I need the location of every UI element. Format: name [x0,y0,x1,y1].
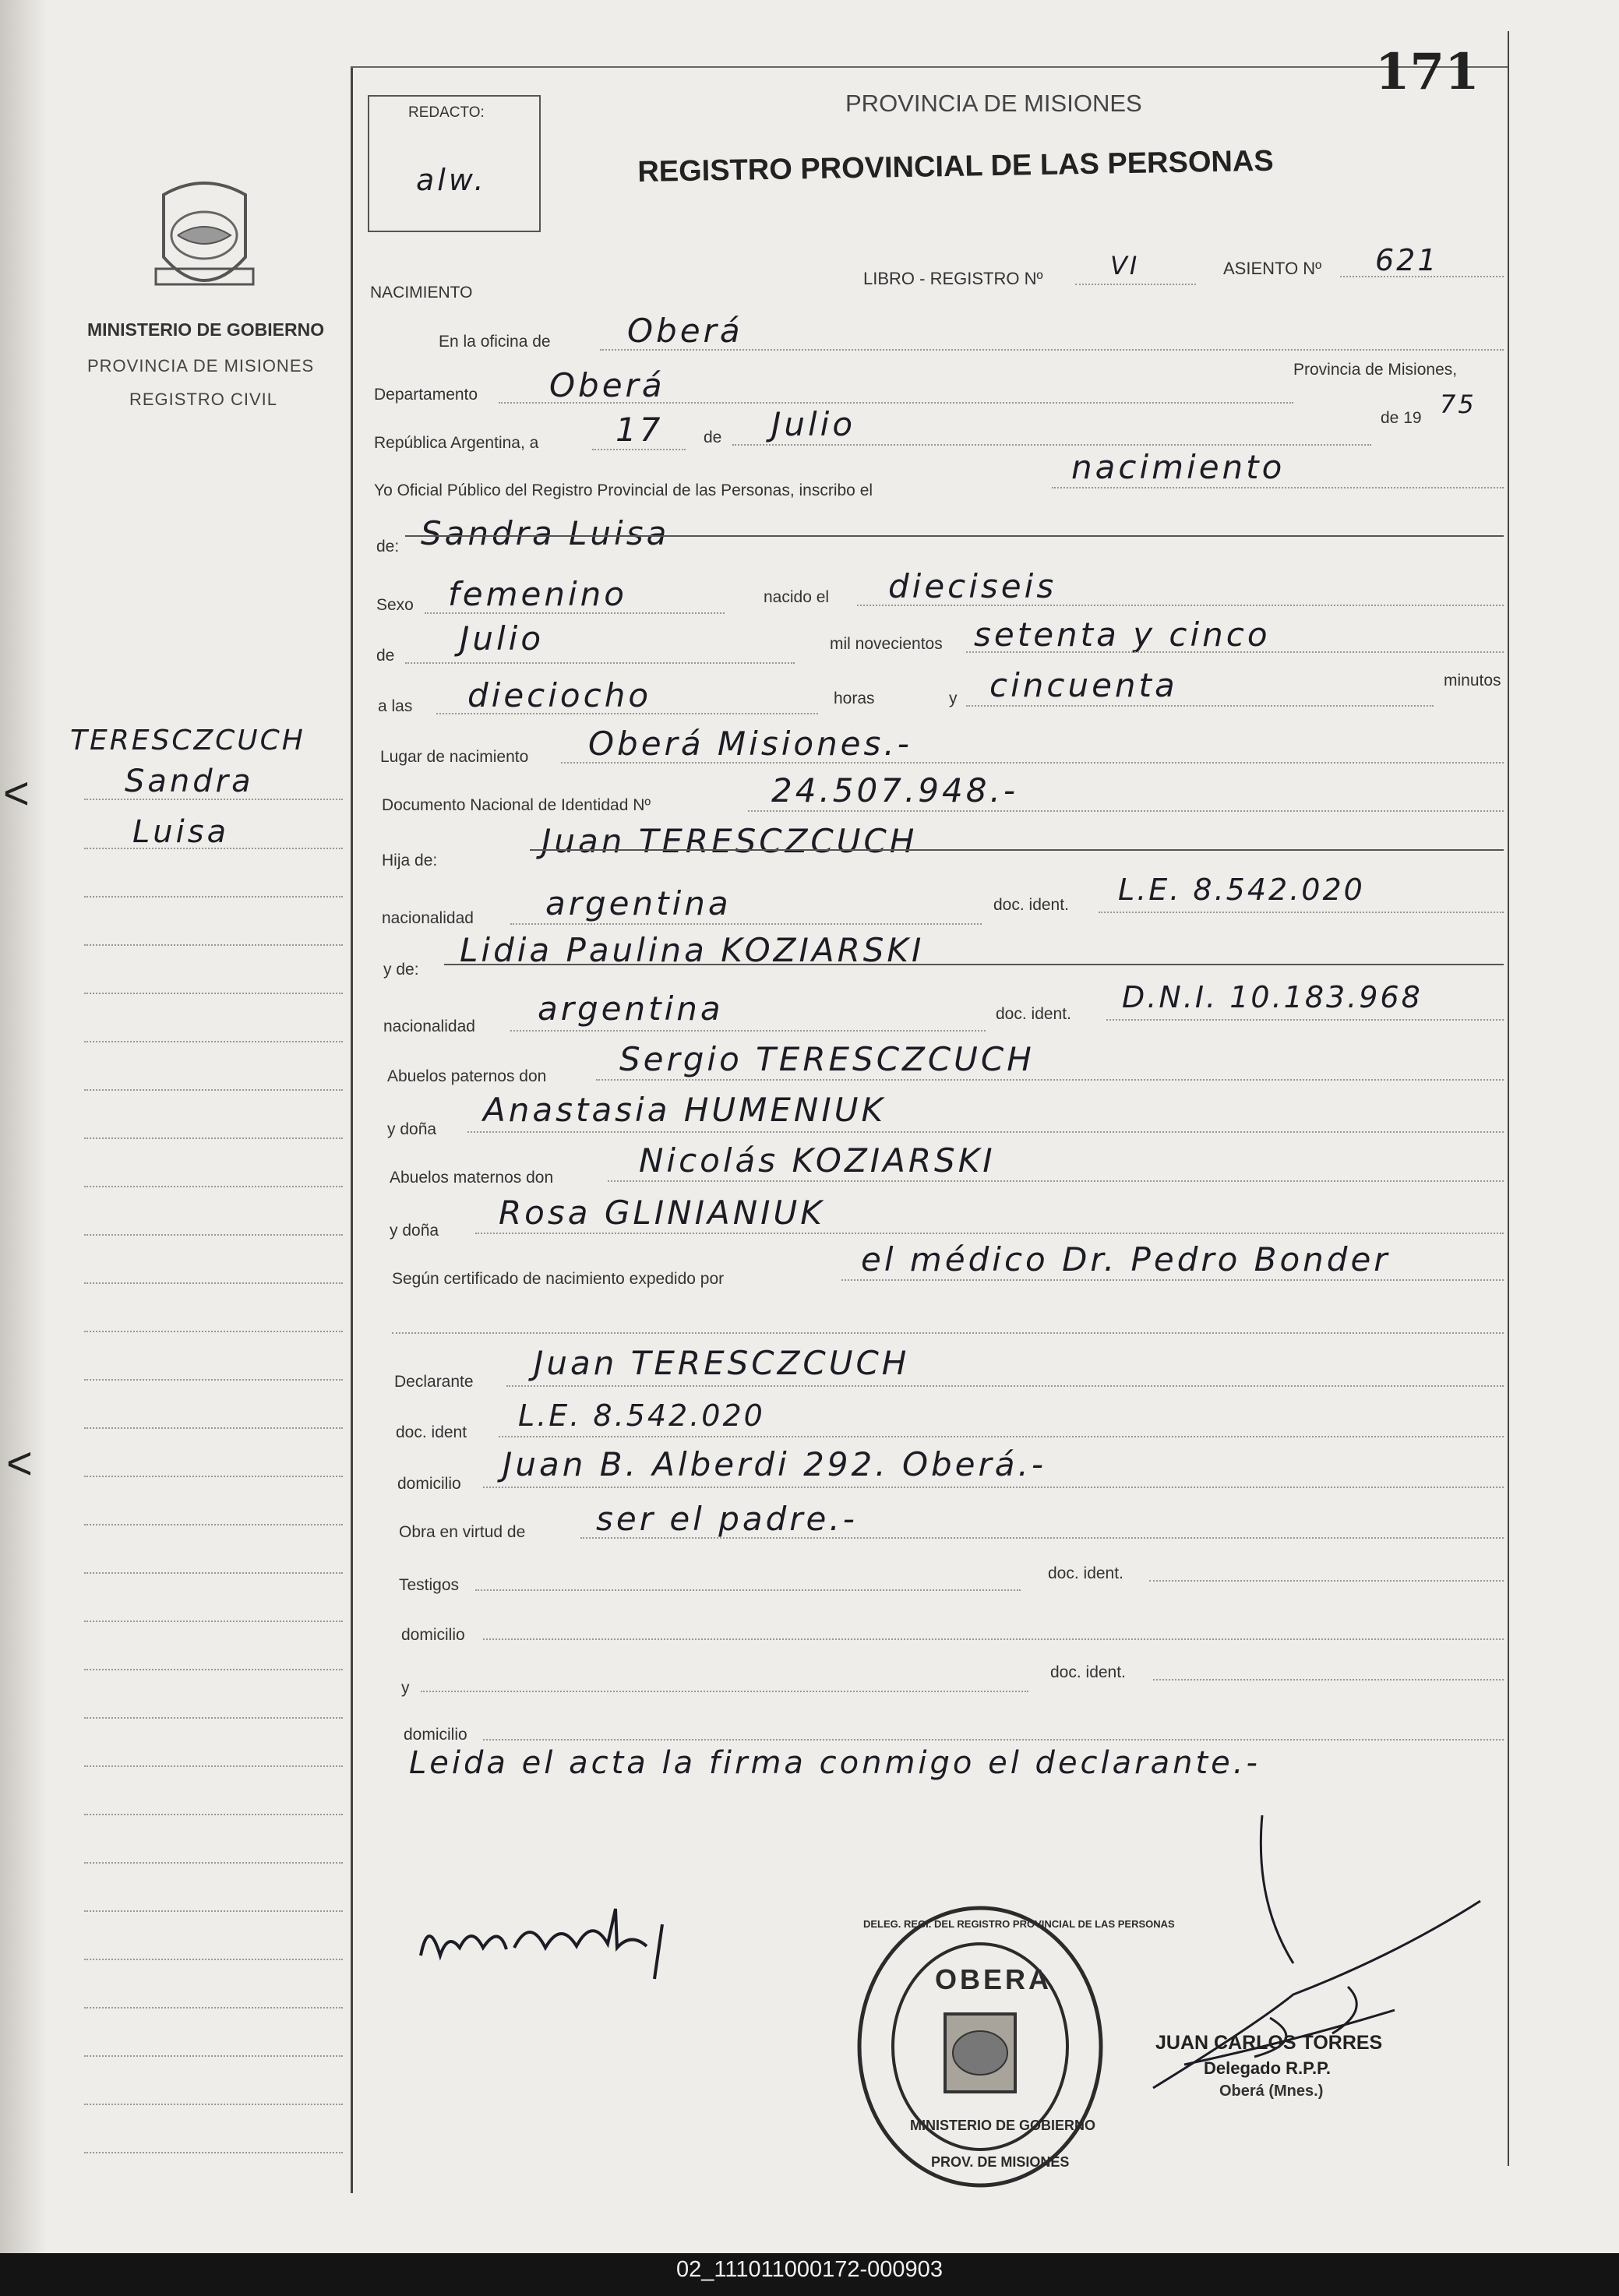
abuela-pat-label: y doña [387,1120,437,1138]
page-binding-shadow [0,0,47,2253]
testigo2-doc-line [1153,1679,1504,1681]
sexo-line [425,612,725,614]
padre-nac-value: argentina [545,884,732,922]
testigo1-domicilio-line [483,1638,1504,1640]
abuela-mat-label: y doña [390,1222,439,1240]
asiento-value: 621 [1375,243,1439,277]
sexo-label: Sexo [376,596,414,614]
redacto-value: alw. [416,163,487,197]
testigo1-doc-label: doc. ident. [1048,1564,1123,1582]
padre-doc-value: L.E. 8.542.020 [1118,873,1365,907]
testigos-line [475,1589,1021,1591]
certificado-line [841,1279,1504,1281]
madre-line [444,964,1504,965]
provincia-label: Provincia de Misiones, [1293,361,1458,379]
horas-label: horas [834,690,875,707]
declarante-doc-value: L.E. 8.542.020 [518,1398,765,1433]
obra-line [580,1537,1504,1539]
departamento-label: Departamento [374,386,478,404]
sexo-value: femenino [448,575,627,613]
seal-bottom-text: PROV. DE MISIONES [931,2154,1070,2170]
testigo1-doc-line [1149,1580,1504,1582]
certificado-line-2 [392,1332,1504,1334]
abuelo-pat-line [596,1079,1504,1081]
republica-label: República Argentina, a [374,434,539,452]
certificado-value: el médico Dr. Pedro Bonder [861,1240,1391,1278]
ministry-line2: PROVINCIA DE MISIONES [87,356,315,376]
lugar-value: Oberá Misiones.- [588,725,912,763]
hija-label: Hija de: [382,852,438,869]
testigo2-doc-label: doc. ident. [1050,1663,1126,1681]
lugar-label: Lugar de nacimiento [380,748,529,766]
mes-value: Julio [771,405,856,443]
departamento-line [499,402,1293,404]
page-number: 171 [1375,43,1480,101]
padre-nac-label: nacionalidad [382,909,474,927]
y-label: y [949,690,958,707]
hora-line [436,713,818,714]
abuela-pat-line [467,1131,1504,1133]
oficina-label: En la oficina de [439,333,551,351]
obra-label: Obra en virtud de [399,1523,526,1541]
oficial-text: Yo Oficial Público del Registro Provincial de las Personas, inscribo el [374,481,873,499]
madre-doc-label: doc. ident. [996,1005,1071,1023]
testigo1-domicilio-label: domicilio [401,1626,465,1644]
domicilio-label: domicilio [397,1475,461,1493]
madre-nac-line [510,1030,986,1032]
official-title: Delegado R.P.P. [1204,2058,1332,2078]
madre-doc-line [1106,1019,1504,1021]
margin-name2: Luisa [132,814,230,850]
dia-value: 17 [616,411,664,449]
province-heading: PROVINCIA DE MISIONES [845,90,1142,117]
de-label: de [704,429,722,446]
margin-surname: TERESCZCUCH [70,725,305,757]
inscribe-line [1052,487,1504,488]
yde-label: y de: [383,961,419,979]
hora-value: dieciocho [467,676,652,714]
minutos-label: minutos [1444,672,1501,690]
padre-value: Juan TERESCZCUCH [541,822,918,860]
testigo2-domicilio-line [483,1739,1504,1741]
lugar-line [561,762,1504,764]
testigos-label: Testigos [399,1576,460,1594]
asiento-label: ASIENTO Nº [1223,259,1322,278]
libro-label: LIBRO - REGISTRO Nº [863,269,1043,288]
nacido-value: dieciseis [888,567,1057,605]
declarante-doc-line [499,1436,1504,1437]
official-name: JUAN CARLOS TORRES [1155,2032,1383,2054]
y-testigo2-label: y [401,1679,410,1697]
ministry-line3: REGISTRO CIVIL [129,390,278,409]
oficina-line [600,349,1504,351]
abuela-pat-value: Anastasia HUMENIUK [483,1091,886,1129]
nacimiento-label: NACIMIENTO [370,284,473,302]
oficina-value: Oberá [627,312,743,350]
madre-value: Lidia Paulina KOZIARSKI [460,931,925,969]
dni-value: 24.507.948.- [771,771,1018,809]
padre-line [530,849,1504,851]
padre-nac-line [510,923,982,925]
domicilio-value: Juan B. Alberdi 292. Oberá.- [503,1445,1047,1483]
obra-value: ser el padre.- [596,1500,858,1538]
scan-image-label: 02_111011000172-000903 [676,2257,943,2282]
birth-month-line [405,662,795,664]
libro-line [1075,284,1196,285]
margin-tick-mark-2: < [6,1438,33,1489]
top-frame-line [351,66,1508,68]
ministry-line1: MINISTERIO DE GOBIERNO [87,319,325,340]
declarante-value: Juan TERESCZCUCH [534,1344,910,1382]
de-month-label: de [376,647,395,665]
minutos-value: cincuenta [989,666,1178,704]
domicilio-line [483,1487,1504,1488]
declarante-doc-label: doc. ident [396,1423,467,1441]
left-frame-line [351,66,353,2193]
margin-tick-mark-1: < [3,768,30,819]
nacido-line [857,605,1504,606]
dni-label: Documento Nacional de Identidad Nº [382,796,651,814]
registry-title: REGISTRO PROVINCIAL DE LAS PERSONAS [637,144,1275,189]
testigo2-domicilio-label: domicilio [404,1726,467,1744]
mil-label: mil novecientos [830,635,943,653]
dni-line [748,810,1504,812]
departamento-value: Oberá [549,366,665,404]
declarante-label: Declarante [394,1373,474,1391]
margin-name1: Sandra [125,764,254,799]
padre-doc-line [1099,912,1504,913]
alas-label: a las [378,697,413,715]
seal-outer-text: DELEG. REGI. DEL REGISTRO PROVINCIAL DE LAS PERSONAS [863,1918,1175,1930]
birth-month-value: Julio [460,619,545,658]
right-frame-line [1508,31,1509,2166]
declarante-line [506,1385,1504,1387]
inscribe-value: nacimiento [1071,448,1286,486]
abuela-mat-value: Rosa GLINIANIUK [499,1194,825,1232]
redacto-box [368,95,541,232]
madre-nac-label: nacionalidad [383,1018,475,1035]
mil-line [966,651,1504,653]
testigo2-line [421,1691,1028,1692]
madre-nac-value: argentina [538,989,724,1028]
abuelo-mat-line [608,1180,1504,1182]
name-line [405,535,1504,537]
registry-seal-icon [855,1905,1105,2189]
mes-line [732,444,1371,446]
year-value: 75 [1440,390,1476,419]
libro-value: VI [1110,251,1140,280]
de-year-label: de 19 [1381,409,1422,427]
madre-doc-value: D.N.I. 10.183.968 [1122,980,1423,1014]
asiento-line [1340,276,1504,277]
seal-inner-text: MINISTERIO DE GOBIERNO [910,2118,1096,2133]
abuelos-mat-label: Abuelos maternos don [390,1169,554,1187]
declarant-signature-icon [413,1901,709,1987]
padre-doc-label: doc. ident. [993,896,1069,914]
abuelos-pat-label: Abuelos paternos don [387,1067,547,1085]
abuela-mat-line [475,1233,1504,1234]
mil-value: setenta y cinco [974,615,1271,654]
de-name-label: de: [376,538,400,555]
dia-line [592,449,686,450]
ministry-seal-icon [140,171,269,304]
minutos-line [966,705,1434,707]
abuelo-pat-value: Sergio TERESCZCUCH [619,1040,1035,1078]
redacto-label: REDACTO: [408,104,485,121]
seal-city: OBERA [935,1963,1053,1995]
nacido-label: nacido el [764,588,830,606]
certificado-label: Según certificado de nacimiento expedido por [392,1270,725,1288]
closing-value: Leida el acta la firma conmigo el declarante.- [409,1745,1261,1781]
abuelo-mat-value: Nicolás KOZIARSKI [639,1141,996,1180]
official-place: Oberá (Mnes.) [1219,2083,1324,2100]
name-value: Sandra Luisa [421,514,670,552]
